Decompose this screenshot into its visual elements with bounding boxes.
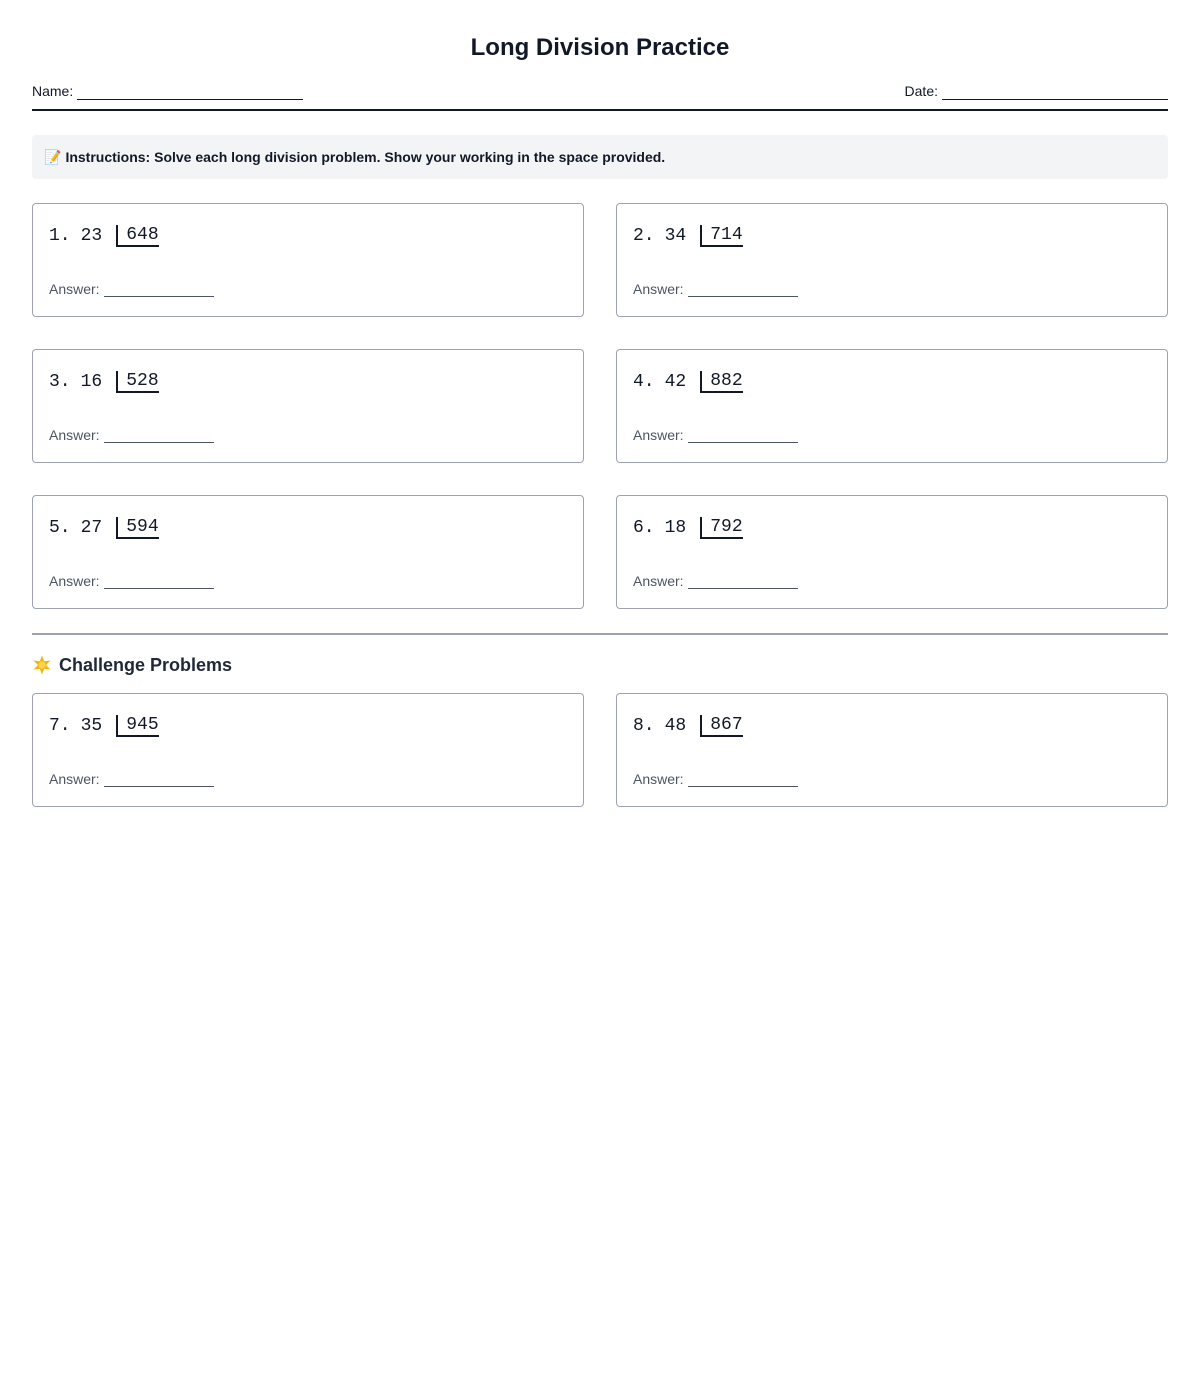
date-label: Date: — [904, 83, 938, 99]
answer-field[interactable] — [633, 280, 798, 298]
dividend: 867 — [700, 715, 742, 737]
answer-field[interactable] — [49, 770, 214, 788]
answer-label: Answer: — [633, 771, 684, 787]
answer-label: Answer: — [633, 573, 684, 589]
divisor: 48 — [664, 716, 687, 736]
answer-blank-line[interactable] — [688, 442, 798, 443]
division-problem — [633, 222, 1151, 250]
instructions-text: Instructions: Solve each long division problem. Show your working in the space provided. — [65, 149, 666, 165]
division-problem — [49, 368, 567, 396]
answer-blank-line[interactable] — [104, 588, 214, 589]
problem-card — [616, 349, 1168, 463]
problem-grid — [32, 203, 1168, 609]
section-divider — [32, 633, 1168, 635]
page-title: Long Division Practice — [470, 34, 730, 61]
divisor: 42 — [664, 372, 687, 392]
dividend: 792 — [700, 517, 742, 539]
division-problem — [633, 712, 1151, 740]
worksheet-page — [32, 0, 1168, 807]
dividend: 528 — [116, 371, 158, 393]
dividend: 648 — [116, 225, 158, 247]
divisor: 34 — [664, 226, 687, 246]
division-problem — [49, 514, 567, 542]
division-problem — [49, 712, 567, 740]
challenge-grid — [32, 693, 1168, 807]
division-problem — [633, 368, 1151, 396]
problem-number: 8. — [633, 716, 655, 736]
problem-card — [32, 203, 584, 317]
answer-label: Answer: — [633, 427, 684, 443]
division-problem — [633, 514, 1151, 542]
problem-number: 3. — [49, 372, 71, 392]
divisor: 27 — [80, 518, 103, 538]
problem-card — [616, 495, 1168, 609]
answer-blank-line[interactable] — [688, 588, 798, 589]
answer-field[interactable] — [49, 426, 214, 444]
header-fields — [32, 82, 1168, 111]
memo-icon: 📝 — [44, 149, 62, 165]
answer-field[interactable] — [49, 572, 214, 590]
answer-blank-line[interactable] — [104, 296, 214, 297]
divisor: 18 — [664, 518, 687, 538]
answer-field[interactable] — [633, 426, 798, 444]
divisor: 16 — [80, 372, 103, 392]
answer-blank-line[interactable] — [104, 786, 214, 787]
answer-field[interactable] — [633, 770, 798, 788]
name-label: Name: — [32, 83, 74, 99]
problem-card — [616, 693, 1168, 807]
name-field[interactable] — [32, 82, 303, 100]
divisor: 23 — [80, 226, 103, 246]
answer-label: Answer: — [49, 771, 100, 787]
answer-label: Answer: — [49, 573, 100, 589]
dividend: 945 — [116, 715, 158, 737]
dividend: 714 — [700, 225, 742, 247]
date-field[interactable] — [905, 82, 1168, 100]
answer-blank-line[interactable] — [104, 442, 214, 443]
division-problem — [49, 222, 567, 250]
glowing-star-icon — [32, 655, 52, 675]
problem-number: 4. — [633, 372, 655, 392]
answer-field[interactable] — [49, 280, 214, 298]
answer-blank-line[interactable] — [688, 786, 798, 787]
answer-label: Answer: — [49, 281, 100, 297]
answer-label: Answer: — [49, 427, 100, 443]
date-blank-line[interactable] — [942, 99, 1168, 100]
problem-card — [616, 203, 1168, 317]
dividend: 882 — [700, 371, 742, 393]
problem-number: 7. — [49, 716, 71, 736]
problem-number: 2. — [633, 226, 655, 246]
instructions-box — [32, 135, 1168, 179]
problem-card — [32, 495, 584, 609]
problem-number: 1. — [49, 226, 71, 246]
answer-label: Answer: — [633, 281, 684, 297]
answer-blank-line[interactable] — [688, 296, 798, 297]
challenge-heading — [32, 653, 1168, 677]
problem-number: 6. — [633, 518, 655, 538]
challenge-heading-text: Challenge Problems — [59, 655, 233, 675]
problem-card — [32, 349, 584, 463]
name-blank-line[interactable] — [77, 99, 303, 100]
dividend: 594 — [116, 517, 158, 539]
problem-number: 5. — [49, 518, 71, 538]
divisor: 35 — [80, 716, 103, 736]
answer-field[interactable] — [633, 572, 798, 590]
problem-card — [32, 693, 584, 807]
